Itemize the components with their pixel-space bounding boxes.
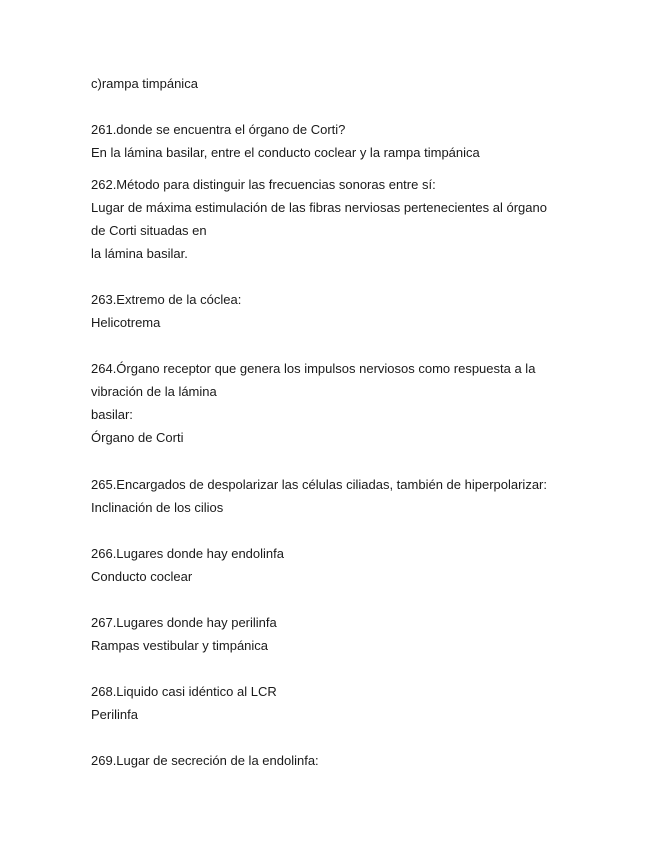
answer-line: Perilinfa [91,707,138,722]
answer-line: Rampas vestibular y timpánica [91,638,269,653]
question-line: 269.Lugar de secreción de la endolinfa: [91,753,319,768]
question-line: 265.Encargados de despolarizar las células ciliadas, también de hiperpolarizar: [91,477,547,492]
answer-line: Helicotrema [91,315,161,330]
question-line: 267.Lugares donde hay perilinfa [91,615,277,630]
question-line: 261.donde se encuentra el órgano de Corti? [91,122,346,137]
question-line: 262.Método para distinguir las frecuencias sonoras entre sí: [91,177,436,192]
question-line: 264.Órgano receptor que genera los impulsos nerviosos como respuesta a la [91,361,536,376]
question-line: basilar: [91,407,133,422]
question-line: 263.Extremo de la cóclea: [91,292,242,307]
text-line: c)rampa timpánica [91,76,198,91]
answer-line: En la lámina basilar, entre el conducto coclear y la rampa timpánica [91,145,480,160]
answer-line: la lámina basilar. [91,246,188,261]
answer-line: Inclinación de los cilios [91,500,224,515]
question-line: 268.Liquido casi idéntico al LCR [91,684,277,699]
question-line: vibración de la lámina [91,384,217,399]
answer-line: Órgano de Corti [91,430,184,445]
answer-line: de Corti situadas en [91,223,207,238]
question-line: 266.Lugares donde hay endolinfa [91,546,284,561]
answer-line: Conducto coclear [91,569,193,584]
answer-line: Lugar de máxima estimulación de las fibras nerviosas pertenecientes al órgano [91,200,547,215]
